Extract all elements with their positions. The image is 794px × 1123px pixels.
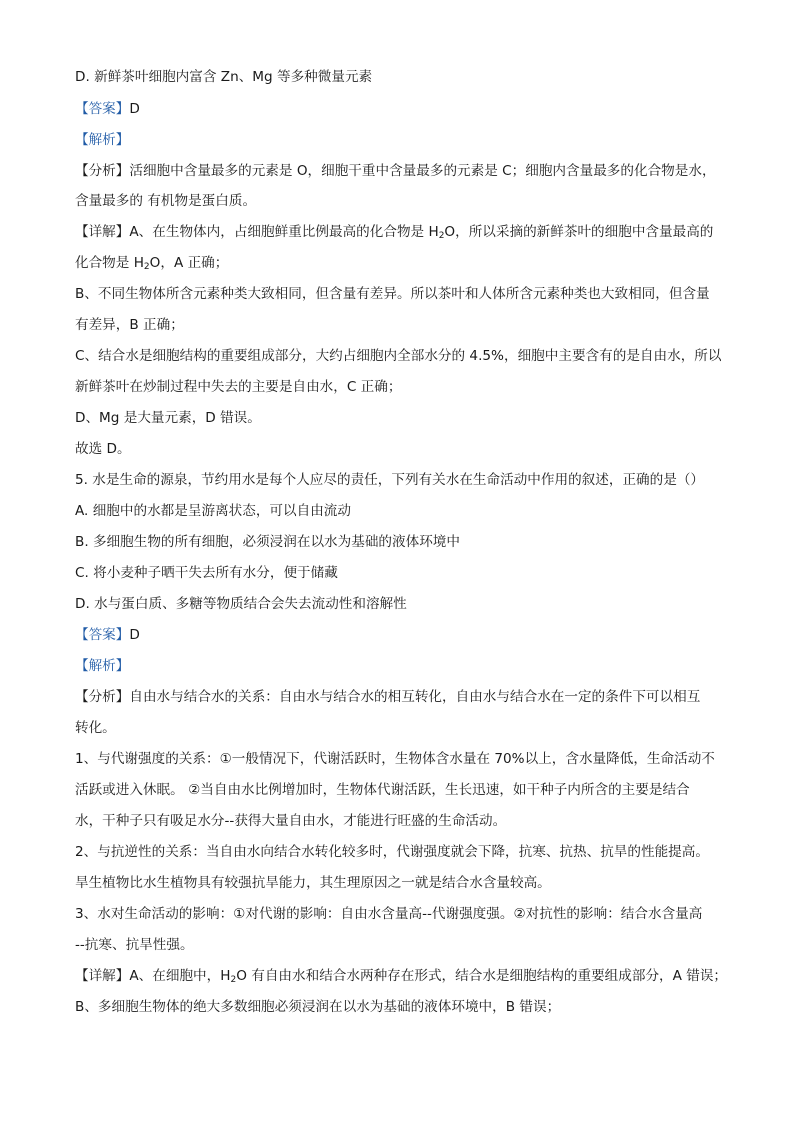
text-segment: 【分析】自由水与结合水的关系：自由水与结合水的相互转化，自由水与结合水在一定的条件下可以相互: [75, 689, 701, 705]
text-segment: 新鲜茶叶在炒制过程中失去的主要是自由水，C 正确；: [75, 379, 402, 395]
text-line: [75, 594, 735, 614]
text-line: [75, 377, 735, 397]
section-tag: 【解析】: [75, 658, 130, 674]
text-segment: 旱生植物比水生植物具有较强抗旱能力，其生理原因之一就是结合水含量较高。: [75, 875, 551, 891]
text-line: [75, 966, 735, 990]
text-segment: B. 多细胞生物的所有细胞，必须浸润在以水为基础的液体环境中: [75, 534, 460, 550]
text-segment: C. 将小麦种子晒干失去所有水分，便于储藏: [75, 565, 338, 581]
text-line: [75, 842, 735, 862]
text-segment: 2、与抗逆性的关系：当自由水向结合水转化较多时，代谢强度就会下降，抗寒、抗热、抗旱的性能提高。: [75, 844, 709, 860]
text-line: [75, 439, 735, 459]
text-segment: 故选 D。: [75, 441, 131, 457]
text-segment: D: [129, 101, 140, 117]
text-segment: B、多细胞生物体的绝大多数细胞必须浸润在以水为基础的液体环境中，B 错误；: [75, 999, 561, 1015]
text-segment: 化合物是 H: [75, 255, 144, 271]
text-segment: D、Mg 是大量元素，D 错误。: [75, 410, 261, 426]
text-segment: 活跃或进入休眠。 ②当自由水比例增加时，生物体代谢活跃，生长迅速，如干种子内所含的主要是结合: [75, 782, 690, 798]
subscript: 2: [230, 975, 237, 985]
text-line: [75, 687, 735, 707]
text-line: [75, 935, 735, 955]
text-line: [75, 222, 735, 246]
text-line: [75, 470, 735, 490]
text-line: [75, 780, 735, 800]
text-line: [75, 161, 735, 181]
subscript: 2: [143, 262, 150, 272]
text-segment: C、结合水是细胞结构的重要组成部分，大约占细胞内全部水分的 4.5%，细胞中主要含有的是自由水，所以: [75, 348, 722, 364]
text-segment: 【分析】活细胞中含量最多的元素是 O，细胞干重中含量最多的元素是 C；细胞内含量最多的化合物是水，: [75, 163, 716, 179]
text-segment: 有差异，B 正确；: [75, 317, 184, 333]
text-segment: 含量最多的 有机物是蛋白质。: [75, 193, 257, 209]
section-tag: 【答案】: [75, 101, 130, 117]
text-line: [75, 130, 735, 150]
subscript: 2: [438, 231, 445, 241]
text-line: [75, 532, 735, 552]
text-line: [75, 811, 735, 831]
text-segment: --抗寒、抗旱性强。: [75, 937, 194, 953]
text-segment: 1、与代谢强度的关系：①一般情况下，代谢活跃时，生物体含水量在 70%以上，含水量降低，生命活动不: [75, 751, 715, 767]
text-segment: O，A 正确；: [149, 255, 229, 271]
text-line: [75, 997, 735, 1017]
text-segment: 5. 水是生命的源泉，节约用水是每个人应尽的责任，下列有关水在生命活动中作用的叙述，正确的是（）: [75, 472, 705, 488]
text-segment: 转化。: [75, 720, 116, 736]
text-line: [75, 501, 735, 521]
text-line: [75, 408, 735, 428]
text-line: [75, 191, 735, 211]
text-segment: 【详解】A、在细胞中，H: [75, 968, 231, 984]
text-line: [75, 99, 735, 119]
text-segment: B、不同生物体所含元素种类大致相同，但含量有差异。所以茶叶和人体所含元素种类也大致相同，但含量: [75, 286, 710, 302]
text-line: [75, 904, 735, 924]
text-line: [75, 656, 735, 676]
text-line: [75, 873, 735, 893]
text-line: [75, 749, 735, 769]
text-segment: O，所以采摘的新鲜茶叶的细胞中含量最高的: [444, 224, 714, 240]
text-segment: D. 新鲜茶叶细胞内富含 Zn、Mg 等多种微量元素: [75, 69, 373, 85]
text-line: [75, 67, 735, 87]
text-line: [75, 563, 735, 583]
text-line: [75, 315, 735, 335]
text-line: [75, 284, 735, 304]
text-line: [75, 625, 735, 645]
text-line: [75, 346, 735, 366]
text-segment: 水，干种子只有吸足水分--获得大量自由水，才能进行旺盛的生命活动。: [75, 813, 507, 829]
text-segment: A. 细胞中的水都是呈游离状态，可以自由流动: [75, 503, 351, 519]
text-line: [75, 253, 735, 277]
text-segment: D: [129, 627, 140, 643]
text-segment: 3、水对生命活动的影响：①对代谢的影响：自由水含量高--代谢强度强。②对抗性的影响：结合水含量高: [75, 906, 703, 922]
section-tag: 【答案】: [75, 627, 130, 643]
text-line: [75, 718, 735, 738]
text-segment: D. 水与蛋白质、多糖等物质结合会失去流动性和溶解性: [75, 596, 407, 612]
text-segment: O 有自由水和结合水两种存在形式，结合水是细胞结构的重要组成部分，A 错误；: [236, 968, 728, 984]
section-tag: 【解析】: [75, 132, 130, 148]
text-segment: 【详解】A、在生物体内，占细胞鲜重比例最高的化合物是 H: [75, 224, 439, 240]
